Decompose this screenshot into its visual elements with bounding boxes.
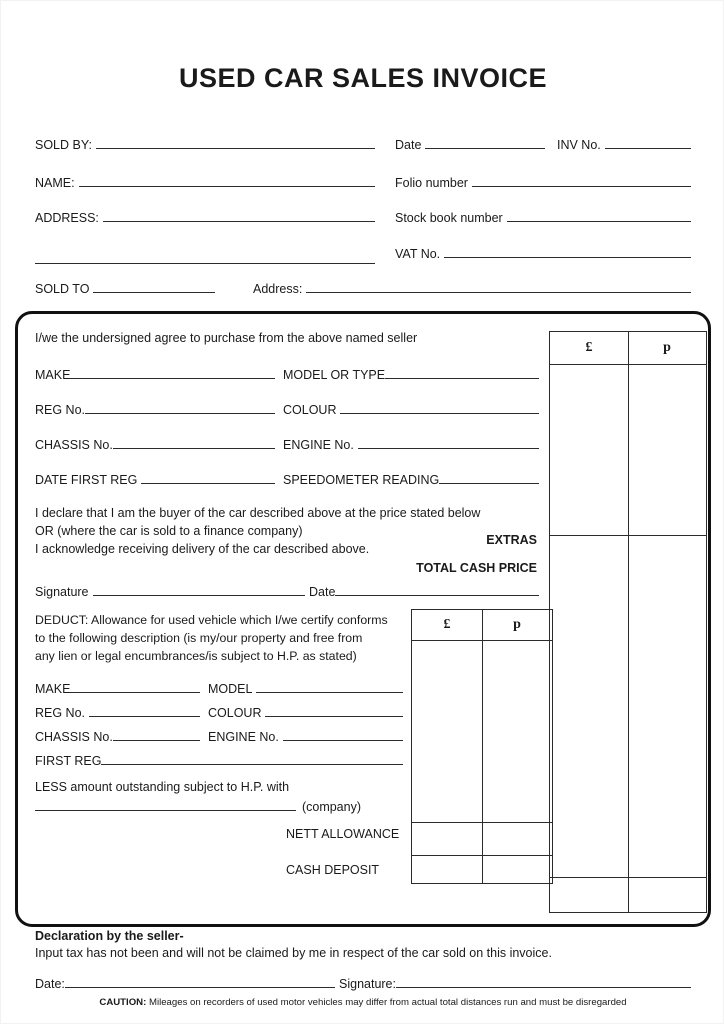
nett-allowance-label: NETT ALLOWANCE	[286, 827, 400, 841]
money-column-mid-divider	[550, 535, 706, 536]
field-label: INV No.	[557, 138, 601, 152]
field-label: Address:	[253, 282, 303, 296]
field-tradein-colour[interactable]	[208, 705, 403, 720]
agreement-intro: I/we the undersigned agree to purchase from the above named seller	[35, 331, 418, 345]
field-hp-company[interactable]	[35, 799, 361, 814]
deduct-paragraph	[35, 611, 388, 665]
field-address[interactable]	[35, 210, 375, 225]
total-cash-price-label: TOTAL CASH PRICE	[416, 561, 537, 575]
seller-declaration-heading: Declaration by the seller-	[35, 929, 184, 943]
field-label: SOLD BY:	[35, 138, 92, 152]
field-buyer-signature[interactable]	[35, 584, 305, 599]
company-label: (company)	[301, 800, 361, 814]
field-model-or-type[interactable]	[283, 367, 539, 382]
column-divider	[482, 610, 483, 883]
field-label: Signature	[35, 585, 89, 599]
field-label: ENGINE No.	[208, 730, 279, 744]
field-rule[interactable]	[444, 246, 691, 258]
field-date-first-reg[interactable]	[35, 472, 275, 487]
field-rule[interactable]	[96, 137, 375, 149]
field-rule[interactable]	[65, 976, 335, 988]
pence-header: p	[663, 340, 671, 355]
field-rule[interactable]	[35, 799, 296, 811]
field-rule[interactable]	[93, 281, 215, 293]
field-rule[interactable]	[89, 705, 200, 717]
field-chassis-no[interactable]	[35, 437, 275, 452]
field-stock-book-number[interactable]	[395, 210, 691, 225]
tradein-money-header	[412, 610, 552, 641]
field-rule[interactable]	[79, 175, 375, 187]
field-reg-no[interactable]	[35, 402, 275, 417]
field-label: Signature:	[339, 977, 396, 991]
field-name[interactable]	[35, 175, 375, 190]
field-rule[interactable]	[113, 729, 200, 741]
field-make[interactable]	[35, 367, 275, 382]
page-title: USED CAR SALES INVOICE	[178, 63, 548, 93]
field-label: DATE FIRST REG	[35, 473, 138, 487]
field-rule[interactable]	[141, 472, 275, 484]
field-sold-to-address[interactable]	[253, 281, 691, 296]
field-rule[interactable]	[101, 753, 403, 765]
field-label: NAME:	[35, 176, 75, 190]
field-rule[interactable]	[103, 210, 375, 222]
field-label: COLOUR	[208, 706, 262, 720]
field-label: MAKE	[35, 368, 71, 382]
field-seller-signature[interactable]	[339, 976, 691, 991]
field-engine-no[interactable]	[283, 437, 539, 452]
field-rule[interactable]	[335, 584, 539, 596]
field-rule[interactable]	[70, 681, 200, 693]
field-label: CHASSIS No.	[35, 438, 113, 452]
field-rule[interactable]	[306, 281, 691, 293]
field-buyer-date[interactable]	[309, 584, 539, 599]
field-vat-no[interactable]	[395, 246, 691, 261]
field-rule[interactable]	[256, 681, 403, 693]
nett-allowance-row-divider	[412, 822, 552, 823]
extras-label: EXTRAS	[486, 533, 537, 547]
less-outstanding-text: LESS amount outstanding subject to H.P. with	[35, 780, 290, 794]
field-rule[interactable]	[265, 705, 403, 717]
field-sold-to[interactable]	[35, 281, 215, 296]
field-rule[interactable]	[358, 437, 539, 449]
field-label: Date:	[35, 977, 65, 991]
pence-header: p	[513, 617, 521, 632]
field-rule[interactable]	[283, 729, 403, 741]
field-tradein-chassis-no[interactable]	[35, 729, 200, 744]
field-label: REG No.	[35, 403, 86, 417]
field-label: MAKE	[35, 682, 71, 696]
deduct-line-3: any lien or legal encumbrances/is subject to H.P. as stated)	[35, 649, 357, 663]
field-label: MODEL	[208, 682, 253, 696]
field-rule[interactable]	[396, 976, 691, 988]
money-column-header	[550, 332, 706, 365]
field-label: VAT No.	[395, 247, 441, 261]
declaration-line-3: I acknowledge receiving delivery of the car described above.	[35, 542, 370, 556]
field-folio-number[interactable]	[395, 175, 691, 190]
field-rule[interactable]	[113, 437, 275, 449]
declaration-line-2: OR (where the car is sold to a finance company)	[35, 524, 303, 538]
field-address-line2[interactable]	[35, 263, 375, 264]
field-rule[interactable]	[605, 137, 691, 149]
field-rule[interactable]	[340, 402, 539, 414]
field-rule[interactable]	[85, 402, 275, 414]
field-speedometer-reading[interactable]	[283, 472, 539, 487]
declaration-line-1: I declare that I am the buyer of the car described above at the price stated below	[35, 506, 481, 520]
field-tradein-first-reg[interactable]	[35, 753, 403, 768]
pounds-header: £	[585, 340, 593, 355]
field-label: SPEEDOMETER READING	[283, 473, 440, 487]
field-label: REG No.	[35, 706, 86, 720]
caution-body: Mileages on recorders of used motor vehicles may differ from actual total distances run and must be disregarded	[148, 997, 627, 1008]
field-label: Folio number	[395, 176, 468, 190]
field-tradein-engine-no[interactable]	[208, 729, 403, 744]
field-label: ENGINE No.	[283, 438, 354, 452]
field-label: Date	[309, 585, 336, 599]
field-tradein-model[interactable]	[208, 681, 403, 696]
field-rule[interactable]	[507, 210, 691, 222]
money-column-footer-divider	[550, 877, 706, 878]
deduct-line-1: DEDUCT: Allowance for used vehicle which I/we certify conforms	[35, 613, 388, 627]
field-label: Stock book number	[395, 211, 503, 225]
column-divider	[628, 332, 629, 912]
tradein-money-table	[411, 609, 553, 884]
field-rule[interactable]	[70, 367, 275, 379]
field-label: Date	[395, 138, 422, 152]
field-label: FIRST REG	[35, 754, 102, 768]
field-tradein-reg-no[interactable]	[35, 705, 200, 720]
seller-declaration-body: Input tax has not been and will not be claimed by me in respect of the car sold on this invoice.	[35, 946, 552, 960]
field-label: ADDRESS:	[35, 211, 99, 225]
deduct-line-2: to the following description (is my/our property and free from	[35, 631, 363, 645]
caution-prefix: CAUTION:	[99, 997, 147, 1008]
field-rule[interactable]	[439, 472, 539, 484]
total-money-column	[549, 331, 707, 913]
field-sold-by[interactable]	[35, 137, 375, 152]
field-colour[interactable]	[283, 402, 539, 417]
field-rule[interactable]	[385, 367, 539, 379]
field-rule[interactable]	[472, 175, 691, 187]
caution-note	[1, 997, 724, 1008]
pounds-header: £	[443, 617, 451, 632]
field-tradein-make[interactable]	[35, 681, 200, 696]
field-date[interactable]	[395, 137, 545, 152]
field-inv-no[interactable]	[557, 137, 691, 152]
field-label: CHASSIS No.	[35, 730, 113, 744]
buyer-declaration	[35, 504, 480, 558]
cash-deposit-label: CASH DEPOSIT	[286, 863, 380, 877]
field-seller-date[interactable]	[35, 976, 335, 991]
field-rule[interactable]	[425, 137, 545, 149]
field-rule[interactable]	[93, 584, 305, 596]
field-label: SOLD TO	[35, 282, 90, 296]
cash-deposit-row-divider	[412, 855, 552, 856]
field-label: COLOUR	[283, 403, 337, 417]
field-label: MODEL OR TYPE	[283, 368, 386, 382]
